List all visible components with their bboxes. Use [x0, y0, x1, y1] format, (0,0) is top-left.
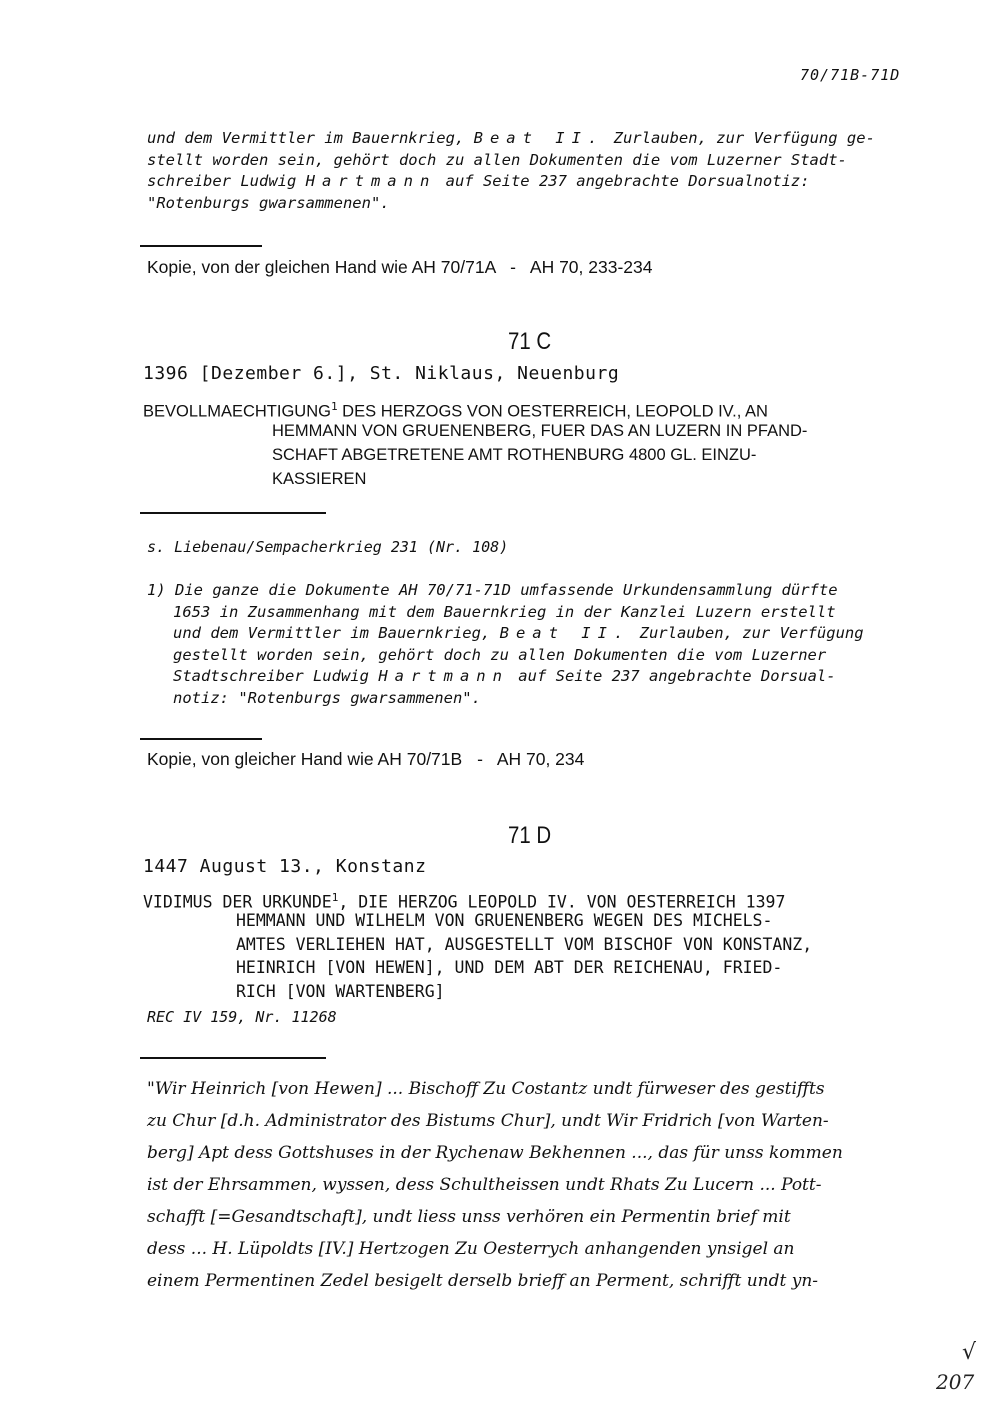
copy-note-ref: AH 70, 233-234	[529, 257, 653, 277]
regest-line: RICH [VON WARTENBERG]	[236, 981, 445, 1001]
copy-note-dash: -	[477, 749, 483, 769]
quote-line: schafft [=Gesandtschaft], undt liess unss verhören ein Permentin brief mit	[147, 1207, 791, 1227]
quote-line: "Wir Heinrich [von Hewen] ... Bischoff Zu Costantz undt fürweser des gestiffts	[147, 1079, 825, 1099]
text-segment: , DIE HERZOG LEOPOLD IV. VON OESTERREICH 1397	[338, 892, 786, 912]
copy-note-text: Kopie, von gleicher Hand wie AH 70/71B	[147, 749, 463, 769]
spaced-name: Beat II.	[499, 624, 631, 642]
copy-note-ref: AH 70, 234	[496, 749, 585, 769]
regest-continuation	[272, 419, 807, 491]
document-dateline: 1447 August 13., Konstanz	[143, 856, 427, 877]
separator-rule	[140, 512, 326, 514]
separator-rule	[140, 738, 262, 740]
spaced-name: Beat II.	[473, 129, 605, 147]
spaced-name: Hartmann	[305, 172, 437, 190]
continuation-line	[147, 128, 907, 150]
regest-line: SCHAFT ABGETRETENE AMT ROTHENBURG 4800 GL. EINZU-	[272, 446, 757, 464]
text-segment: auf Seite 237 angebrachte Dorsualnotiz:	[436, 172, 810, 190]
document-number: 71 D	[508, 822, 552, 849]
footnote-line: 1) Die ganze die Dokumente AH 70/71-71D umfassende Urkundensammlung dürfte	[147, 581, 838, 599]
footnote	[147, 580, 917, 709]
copy-note-dash: -	[510, 257, 516, 277]
regest-line: KASSIEREN	[272, 470, 367, 488]
quote-line: einem Permentinen Zedel besigelt derselb brieff an Perment, schrifft undt yn-	[147, 1271, 819, 1291]
continuation-line: "Rotenburgs gwarsammenen".	[147, 193, 390, 212]
continuation-line	[147, 171, 907, 193]
text-segment: schreiber Ludwig	[147, 172, 306, 190]
regest-line: HEMMANN VON GRUENENBERG, FUER DAS AN LUZERN IN PFAND-	[272, 422, 808, 440]
document-dateline: 1396 [Dezember 6.], St. Niklaus, Neuenburg	[143, 363, 620, 384]
separator-rule	[140, 245, 262, 247]
footnote-line	[147, 623, 917, 645]
copy-note	[147, 749, 584, 770]
regest-line: AMTES VERLIEHEN HAT, AUSGESTELLT VOM BISCHOF VON KONSTANZ,	[236, 934, 813, 954]
handwritten-page-number: 207	[936, 1370, 975, 1394]
quote-line: zu Chur [d.h. Administrator des Bistums Chur], undt Wir Fridrich [von Warten-	[147, 1111, 829, 1131]
document-number: 71 C	[508, 328, 552, 355]
continuation-paragraph	[147, 128, 907, 214]
quotation-text	[147, 1073, 937, 1297]
literature-reference: s. Liebenau/Sempacherkrieg 231 (Nr. 108)	[147, 538, 509, 556]
regest-line: HEINRICH [VON HEWEN], UND DEM ABT DER REICHENAU, FRIED-	[236, 958, 783, 977]
handwritten-check-mark: √	[962, 1340, 977, 1365]
separator-rule	[140, 1057, 326, 1059]
text-segment: DES HERZOGS VON OESTERREICH, LEOPOLD IV., AN	[337, 402, 768, 421]
text-segment: Zurlauben, zur Verfügung	[630, 624, 864, 642]
text-segment: VIDIMUS DER URKUNDE	[143, 892, 332, 912]
text-segment: BEVOLLMAECHTIGUNG	[143, 402, 331, 421]
text-segment: und dem Vermittler im Bauernkrieg,	[173, 624, 500, 642]
regest-continuation	[236, 909, 812, 1003]
text-segment: und dem Vermittler im Bauernkrieg,	[147, 129, 474, 147]
quote-line: berg] Apt dess Gottshuses in der Rychenaw Bekhennen ..., das für unss kommen	[147, 1143, 843, 1163]
regest-line: HEMMANN UND WILHELM VON GRUENENBERG WEGEN DES MICHELS-	[236, 911, 773, 930]
footnote-line: 1653 in Zusammenhang mit dem Bauernkrieg in der Kanzlei Luzern erstellt	[173, 602, 836, 621]
text-segment: Zurlauben, zur Verfügung ge-	[604, 129, 875, 147]
quote-line: dess ... H. Lüpoldts [IV.] Hertzogen Zu Oesterrych anhangenden ynsigel an	[147, 1239, 795, 1259]
copy-note-text: Kopie, von der gleichen Hand wie AH 70/71A	[147, 257, 496, 277]
footnote-marker: 1	[330, 400, 338, 413]
continuation-line: stellt worden sein, gehört doch zu allen Dokumenten die vom Luzerner Stadt-	[147, 150, 847, 169]
spaced-name: Hartmann	[378, 667, 509, 685]
text-segment: Stadtschreiber Ludwig	[173, 667, 379, 685]
text-segment: auf Seite 237 angebrachte Dorsual-	[508, 667, 836, 685]
footnote-marker: 1	[331, 891, 339, 904]
quote-line: ist der Ehrsammen, wyssen, dess Schultheissen undt Rhats Zu Lucern ... Pott-	[147, 1175, 822, 1195]
footnote-line: notiz: "Rotenburgs gwarsammenen".	[173, 688, 481, 707]
literature-reference: REC IV 159, Nr. 11268	[147, 1008, 337, 1026]
footnote-line	[147, 666, 917, 688]
page-reference: 70/71B-71D	[800, 66, 901, 84]
copy-note	[147, 257, 653, 278]
footnote-line: gestellt worden sein, gehört doch zu allen Dokumenten die vom Luzerner	[173, 645, 827, 664]
